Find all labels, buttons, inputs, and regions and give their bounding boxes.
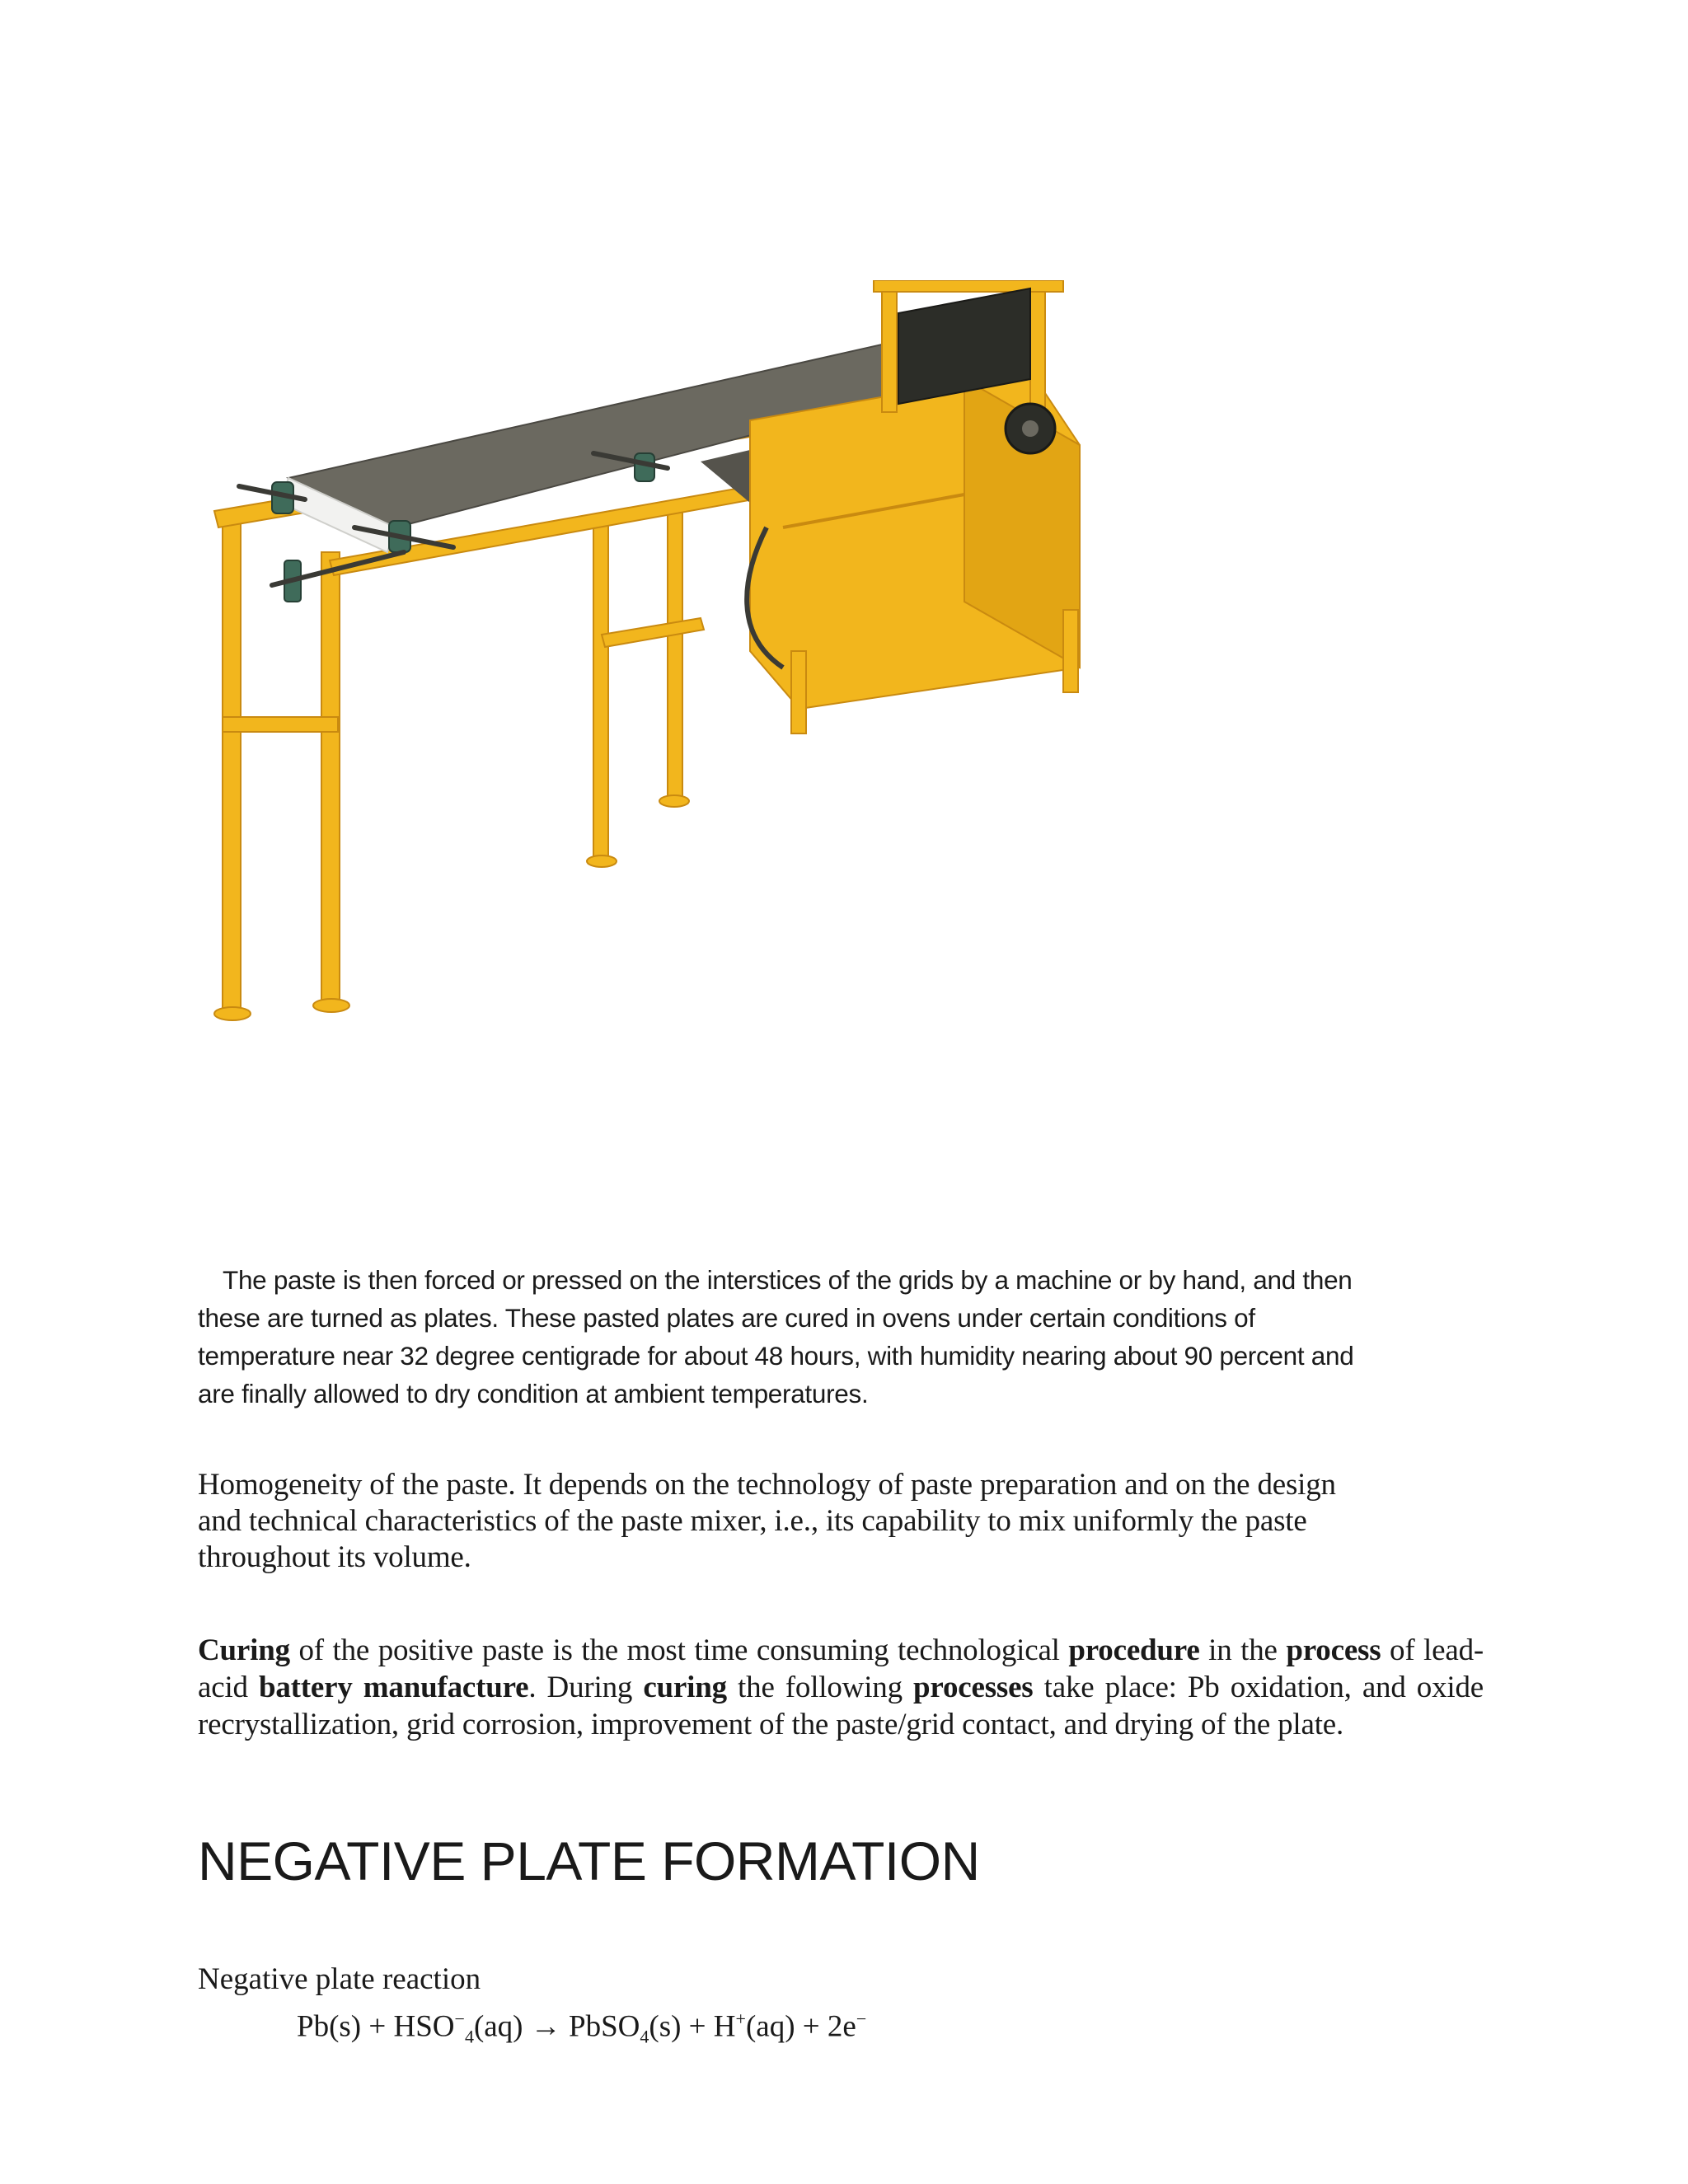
paragraph-line: and technical characteristics of the paste mixer, i.e., its capability to mix uniformly the paste	[198, 1504, 1307, 1538]
paste-process-paragraph	[198, 1261, 1484, 1413]
bold-term: Curing	[198, 1633, 290, 1667]
bold-term: procedure	[1068, 1633, 1200, 1667]
bold-term: battery manufacture	[258, 1671, 529, 1704]
paragraph-text: of lead- acid	[198, 1633, 1484, 1704]
equation-superscript: −	[856, 2008, 867, 2029]
bold-term: curing	[643, 1671, 727, 1704]
equation-subscript: 4	[640, 2026, 649, 2047]
equation-superscript: +	[735, 2008, 746, 2029]
equation-part: (aq) + 2e	[745, 2009, 856, 2044]
paste-conveyor-machine-icon	[206, 280, 1228, 1137]
equation-part: (aq) → PbSO	[473, 2009, 640, 2044]
bold-term: process	[1286, 1633, 1381, 1667]
equation-part: (s) + H	[649, 2009, 736, 2044]
paragraph-text: . During	[528, 1671, 644, 1704]
paragraph-line: throughout its volume.	[198, 1540, 471, 1574]
homogeneity-paragraph	[198, 1467, 1467, 1576]
paragraph-text: the following	[726, 1671, 914, 1704]
paragraph-text: take place: Pb oxidation, and oxide recrystallization, grid corrosion, improvement of the paste/grid contact, and drying of the plate.	[198, 1671, 1484, 1741]
bold-term: processes	[913, 1671, 1034, 1704]
paragraph-text: of the positive paste is the most time consuming technological	[289, 1633, 1069, 1667]
paragraph-text: in the	[1199, 1633, 1287, 1667]
section-heading: NEGATIVE PLATE FORMATION	[198, 1830, 980, 1891]
paragraph-line: these are turned as plates. These pasted plates are cured in ovens under certain conditions of	[198, 1303, 1255, 1333]
equation-subscript: 4	[464, 2026, 474, 2047]
curing-paragraph	[198, 1632, 1484, 1743]
paragraph-line: The paste is then forced or pressed on the interstices of the grids by a machine or by hand, and then	[223, 1265, 1353, 1295]
reaction-label: Negative plate reaction	[198, 1962, 481, 1996]
paragraph-line: temperature near 32 degree centigrade for about 48 hours, with humidity nearing about 90 percent and	[198, 1341, 1354, 1371]
paragraph-line: are finally allowed to dry condition at ambient temperatures.	[198, 1379, 869, 1408]
equation-part: Pb(s) + HSO	[297, 2009, 455, 2044]
paragraph-line: Homogeneity of the paste. It depends on the technology of paste preparation and on the design	[198, 1468, 1336, 1502]
paste-conveyor-machine-image	[206, 280, 1228, 1137]
negative-plate-equation	[297, 2001, 866, 2055]
equation-superscript: −	[454, 2008, 465, 2029]
